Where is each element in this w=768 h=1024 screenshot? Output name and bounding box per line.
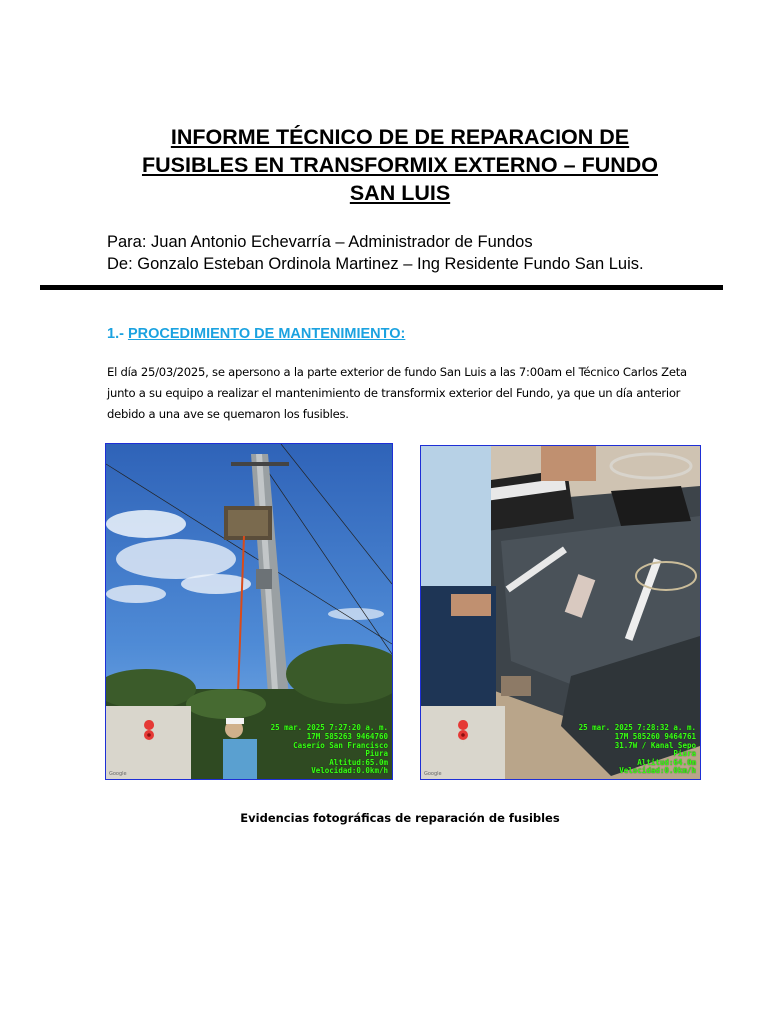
figure-caption: Evidencias fotográficas de reparación de fusibles bbox=[240, 811, 560, 825]
map-pin-icon bbox=[106, 706, 191, 779]
map-inset bbox=[421, 706, 505, 779]
photo-transformer-pole bbox=[105, 443, 393, 780]
title-line-2: FUSIBLES EN TRANSFORMIX EXTERNO – FUNDO bbox=[141, 153, 659, 177]
title-line-1: INFORME TÉCNICO DE DE REPARACION DE bbox=[170, 125, 630, 149]
stamp-2-date: 25 mar. 2025 7:28:32 a. m. bbox=[578, 723, 696, 733]
stamp-2-coords: 17M 585260 9464761 bbox=[614, 732, 696, 742]
paragraph-line-1: El día 25/03/2025, se apersono a la parte exterior de fundo San Luis a las 7:00am el Técnico Carlos Zeta bbox=[107, 365, 687, 379]
stamp-2-altitude: Altitud:64.0m bbox=[637, 757, 696, 767]
paragraph-line-2: junto a su equipo a realizar el mantenimiento de transformix exterior del Fundo, ya que un día anterior bbox=[107, 386, 681, 400]
map-inset bbox=[106, 706, 191, 779]
document-title bbox=[100, 123, 700, 207]
de-line: De: Gonzalo Esteban Ordinola Martinez – Ing Residente Fundo San Luis. bbox=[107, 255, 644, 273]
stamp-1-date: 25 mar. 2025 7:27:20 a. m. bbox=[270, 723, 388, 733]
stamp-1-region: Piura bbox=[365, 749, 388, 759]
photo-1-gps-stamp bbox=[271, 724, 388, 776]
stamp-1-coords: 17M 585263 9464760 bbox=[306, 732, 388, 742]
body-paragraph bbox=[107, 362, 697, 425]
section-title: PROCEDIMIENTO DE MANTENIMIENTO: bbox=[127, 326, 406, 342]
photo-fuse-repair bbox=[420, 445, 701, 780]
stamp-1-speed: Velocidad:0.0km/h bbox=[311, 766, 388, 776]
stamp-2-speed: Velocidad:0.0km/h bbox=[619, 766, 696, 776]
section-heading bbox=[107, 326, 405, 342]
paragraph-line-3: debido a una ave se quemaron los fusibles. bbox=[107, 407, 349, 421]
stamp-1-place: Caserío San Francisco bbox=[293, 740, 388, 750]
section-number: 1.- bbox=[107, 326, 124, 342]
stamp-2-place: 31.7W / Kanal Sepo bbox=[614, 740, 696, 750]
title-line-3: SAN LUIS bbox=[349, 181, 451, 205]
stamp-2-region: Piura bbox=[673, 749, 696, 759]
map-pin-icon bbox=[421, 706, 505, 779]
map-google-label: Google bbox=[424, 771, 442, 777]
addressee-block bbox=[107, 231, 644, 275]
map-google-label: Google bbox=[109, 771, 127, 777]
photo-2-gps-stamp bbox=[579, 724, 696, 776]
para-line: Para: Juan Antonio Echevarría – Administrador de Fundos bbox=[107, 233, 533, 251]
stamp-1-altitude: Altitud:65.0m bbox=[329, 757, 388, 767]
horizontal-rule bbox=[40, 285, 723, 290]
